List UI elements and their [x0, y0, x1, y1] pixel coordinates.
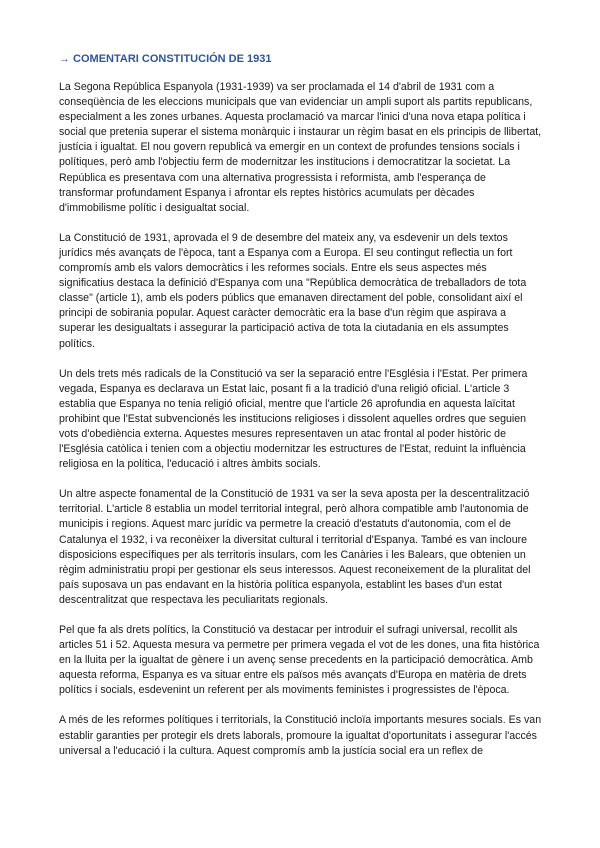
paragraph-2: La Constitució de 1931, aprovada el 9 de desembre del mateix any, va esdevenir un dels textos jurídics més avançats de l'època, tant a Espanya com a Europa. El seu contingut reflectia un fort compromís amb els valors democràtics i les reformes socials. Entre els seus aspectes més significatius destaca la definició d'Espanya com una "República democràtica de treballadors de tota classe" (article 1), amb els poders públics que emanaven directament del poble, consolidant així el principi de sobirania popular. Aquest caràcter democràtic era la base d'un règim que aspirava a superar les desigualtats i assegurar la participació activa de tota la ciutadania en els assumptes polítics.	[59, 231, 527, 350]
paragraph-1: La Segona República Espanyola (1931-1939) va ser proclamada el 14 d'abril de 1931 com a conseqüència de les eleccions municipals que van evidenciar un ampli suport als partits republicans, especialment a les zones urbanes. Aquesta proclamació va marcar l'inici d'una nova etapa política i social que pretenia superar el sistema monàrquic i instaurar un règim basat en els principis de llibertat, justícia i igualtat. El nou govern republicà va emergir en un context de profundes tensions socials i polítiques, però amb l'objectiu ferm de modernitzar les institucions i democratitzar la societat. La República es presentava com una alternativa progressista i reformista, amb l'esperança de transformar profundament Espanya i afrontar els reptes històrics acumulats per dècades d'immobilisme polític i desigualtat social.	[59, 81, 542, 214]
document-title: → COMENTARI CONSTITUCIÓN DE 1931	[59, 53, 272, 65]
document-page	[59, 52, 543, 774]
paragraph-4: Un altre aspecte fonamental de la Constitució de 1931 va ser la seva aposta per la descentralització territorial. L'article 8 establia un model territorial integral, però alhora compatible amb l'autonomia de municipis i regions. Aquest marc jurídic va permetre la creació d'estatuts d'autonomia, com el de Catalunya el 1932, i va reconèixer la diversitat cultural i territorial d'Espanya. També es van incloure disposicions específiques per als territoris insulars, com les Canàries i les Balears, que obtenien un règim administratiu propi per gestionar els seus interessos. Aquest reconeixement de la pluralitat del país suposava un pas endavant en la història política espanyola, establint les bases d'un estat descentralitzat que respectava les peculiaritats regionals.	[59, 488, 531, 606]
paragraph-5: Pel que fa als drets polítics, la Constitució va destacar per introduir el sufragi universal, recollit als articles 51 i 52. Aquesta mesura va permetre per primera vegada el vot de les dones, una fita històrica en la lluita per la igualtat de gènere i un avenç sense precedents en la participació democràtica. Amb aquesta reforma, Espanya es va situar entre els països més avançats d'Europa en matèria de drets polítics i socials, esdevenint un referent per als moviments feministes i progressistes de l'època.	[59, 624, 540, 697]
paragraph-3: Un dels trets més radicals de la Constitució va ser la separació entre l'Església i l'Estat. Per primera vegada, Espanya es declarava un Estat laic, posant fi a la tradició d'una religió oficial. L'article 3 establia que Espanya no tenia religió oficial, mentre que l'article 26 aprofundia en aquesta laïcitat prohibint que l'Estat subvencionés les institucions religioses i dissolent aquelles ordres que seguien vots d'obediència externa. Aquestes mesures representaven un atac frontal al poder històric de l'Església catòlica i tenien com a objectiu modernitzar les estructures de l'Estat, reduint la influència religiosa en la política, l'educació i altres àmbits socials.	[59, 367, 528, 471]
paragraph-6: A més de les reformes polítiques i territorials, la Constitució incloïa importants mesures socials. Es van establir garanties per protegir els drets laborals, promoure la igualtat d'oportunitats i assegurar l'accés universal a l'educació i la cultura. Aquest compromís amb la justícia social era un reflex de	[59, 714, 542, 757]
